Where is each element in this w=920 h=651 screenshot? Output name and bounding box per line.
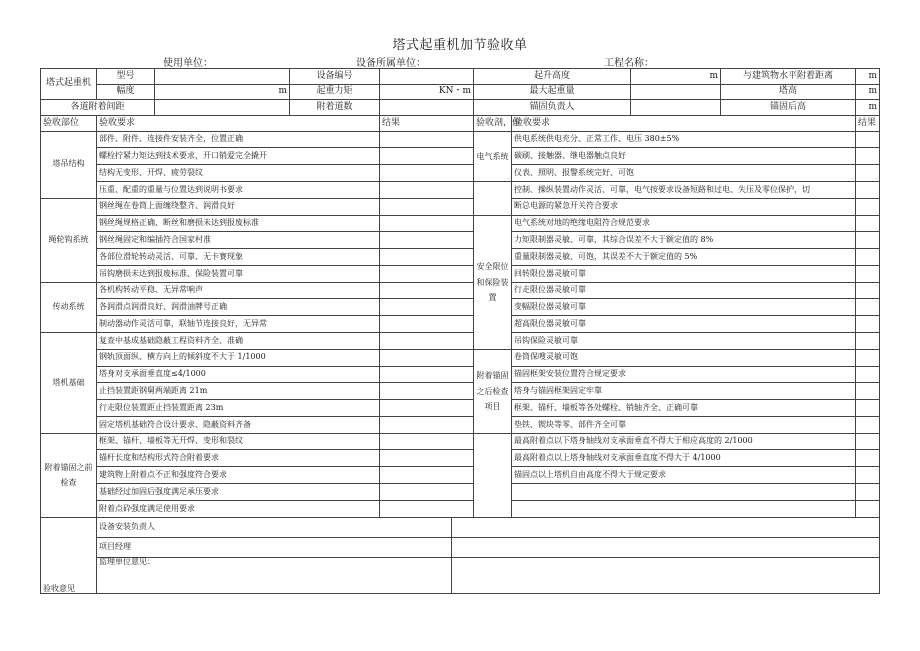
section-after-anchor: 附着锚固之后检查项目 — [474, 349, 512, 433]
result-cell[interactable] — [380, 450, 474, 467]
result-cell[interactable] — [856, 198, 880, 215]
header-result2: 结果 — [856, 115, 880, 131]
attach-dist-label: 与建筑物水平附着距离 — [721, 69, 856, 85]
meta-user-unit-label: 使用单位： — [163, 58, 213, 69]
result-cell[interactable] — [380, 215, 474, 232]
list-item: 供电系统供电充分、正常工作、电压 380±5% — [512, 131, 856, 148]
installer-field[interactable] — [452, 517, 880, 537]
result-cell[interactable] — [380, 181, 474, 198]
tower-height-label: 塔高 — [721, 84, 856, 100]
result-cell[interactable] — [380, 484, 474, 501]
list-item: 制动器动作灵活可靠，联轴节连接良好，无异常 — [97, 316, 380, 333]
result-cell[interactable] — [856, 299, 880, 316]
result-cell[interactable] — [856, 131, 880, 148]
list-item: 钢轨顶面纵、横方向上的倾斜度不大于 1/1000 — [97, 349, 380, 366]
result-cell[interactable] — [856, 232, 880, 249]
section-rope-pulley-hook: 绳轮钩系统 — [41, 198, 97, 282]
header-result: 结果 — [380, 115, 474, 131]
moment-label: 起重力矩 — [290, 84, 380, 100]
model-value[interactable] — [155, 69, 290, 85]
manager-field[interactable] — [452, 537, 880, 557]
result-cell[interactable] — [380, 400, 474, 417]
header-req2: 验收要求 — [512, 115, 856, 131]
result-cell[interactable] — [856, 500, 880, 517]
lift-height-label: 起升高度 — [474, 69, 631, 85]
result-cell[interactable] — [380, 282, 474, 299]
range-label: 幅度 — [97, 84, 155, 100]
result-cell[interactable] — [380, 148, 474, 165]
list-item: 各机构转动平稳、无异常响声 — [97, 282, 380, 299]
meta-project-label: 工程名称： — [604, 58, 654, 69]
result-cell[interactable] — [380, 500, 474, 517]
result-cell[interactable] — [380, 232, 474, 249]
result-cell[interactable] — [856, 148, 880, 165]
meta-user-unit — [163, 54, 343, 69]
list-item: 吊钩磨损未达到报废标准、保险装置可靠 — [97, 265, 380, 282]
result-cell[interactable] — [380, 165, 474, 182]
list-item: 电气系统对地的绝缘电阻符合规范要求 — [512, 215, 856, 232]
list-item: 断总电源的紧急开关符合要求 — [512, 198, 856, 215]
list-item: 各润滑点润滑良好、润滑油牌号正确 — [97, 299, 380, 316]
result-cell[interactable] — [380, 333, 474, 350]
section-transmission: 传动系统 — [41, 282, 97, 332]
list-item: 卷筒保嗖灵敏可饱 — [512, 349, 856, 366]
supervisor-field[interactable] — [452, 557, 880, 593]
section-electrical-cont — [474, 181, 512, 215]
attach-spacing-label: 各道附着间距 — [41, 100, 155, 116]
section-foundation: 塔机基础 — [41, 333, 97, 434]
result-cell[interactable] — [380, 265, 474, 282]
opinion-label: 验收意见 — [41, 517, 97, 593]
list-item: 回转限位器灵敏可靠 — [512, 265, 856, 282]
list-item: 钢丝绳规格正确、断丝和磨损未达到报废标准 — [97, 215, 380, 232]
anchor-person-label: 锚固负责人 — [474, 100, 631, 116]
list-item: 框架、锚杆、墙板等各处螺栓、销轴齐全、正确可靠 — [512, 400, 856, 417]
result-cell[interactable] — [380, 249, 474, 266]
result-cell[interactable] — [380, 467, 474, 484]
header-part2: 验收剖，位 — [474, 115, 512, 131]
list-item: 锚杆长度和结构形式符合附着要求 — [97, 450, 380, 467]
result-cell[interactable] — [856, 484, 880, 501]
installer-label: 设备安装负责人 — [97, 517, 452, 537]
result-cell[interactable] — [856, 282, 880, 299]
document-title: 塔式起重机加节验收单 — [392, 38, 528, 53]
range-unit: m — [155, 84, 290, 100]
attach-count-value[interactable] — [380, 100, 474, 116]
anchor-height-label: 锚固后高 — [721, 100, 856, 116]
list-item: 螺栓拧紧力矩达到技术要求，开口销爱完全撬开 — [97, 148, 380, 165]
equip-no-value[interactable] — [380, 69, 474, 85]
attach-spacing-value[interactable] — [155, 100, 290, 116]
list-item: 部件、附件、连接件安装齐全，位置正确 — [97, 131, 380, 148]
result-cell[interactable] — [856, 265, 880, 282]
section-safety-limits: 安全限位和保险装置 — [474, 215, 512, 349]
attach-dist-unit: m — [856, 69, 880, 85]
result-cell[interactable] — [380, 299, 474, 316]
result-cell[interactable] — [380, 198, 474, 215]
list-item: 力矩限制器灵敏、可靠，其综合误差不大于额定值的 8% — [512, 232, 856, 249]
tower-height-unit: m — [856, 84, 880, 100]
list-item: 附着点砕强度满足使用要求 — [97, 500, 380, 517]
list-item: 压重、配重的重量与位置达到说明书要求 — [97, 181, 380, 198]
result-cell[interactable] — [380, 131, 474, 148]
result-cell[interactable] — [380, 433, 474, 450]
blank-item — [512, 500, 856, 517]
list-item: 锚固框架安装位置符合规定要求 — [512, 366, 856, 383]
result-cell[interactable] — [856, 450, 880, 467]
header-req: 验收要求 — [97, 115, 380, 131]
result-cell[interactable] — [380, 383, 474, 400]
list-item: 行走限位装置距止挡装置距离 23m — [97, 400, 380, 417]
attach-count-label: 附着道数 — [290, 100, 380, 116]
list-item: 钢丝绳在卷筒上面缠绕整齐、润滑良好 — [97, 198, 380, 215]
result-cell[interactable] — [856, 333, 880, 350]
blank-item — [512, 484, 856, 501]
result-cell[interactable] — [856, 416, 880, 433]
result-cell[interactable] — [856, 316, 880, 333]
list-item: 垫铁、锲块等零、部件齐全可靠 — [512, 416, 856, 433]
header-part: 验收部位 — [41, 115, 97, 131]
list-item: 各部位滑轮转动灵活、可靠、无卡赛现象 — [97, 249, 380, 266]
result-cell[interactable] — [856, 181, 880, 198]
meta-project — [604, 54, 774, 69]
list-item: 锚固点以上塔机自由高度不得大于规定要求 — [512, 467, 856, 484]
list-item: 仪表、照明、报警系统完好、可饱 — [512, 165, 856, 182]
max-load-label: 最大起重量 — [474, 84, 631, 100]
lift-height-unit: m — [631, 69, 721, 85]
list-item: 结构无变形、开焊、疲劳裂纹 — [97, 165, 380, 182]
supervisor-label: 监理单位意见： — [97, 557, 452, 593]
meta-equip-unit-label: 设备所属单位： — [356, 58, 426, 69]
list-item: 塔身对支承面垂直度≤4/1000 — [97, 366, 380, 383]
manager-label: 项目经理 — [97, 537, 452, 557]
section-electrical: 电气系统 — [474, 131, 512, 181]
result-cell[interactable] — [856, 215, 880, 232]
list-item: 框架、锚杆、墙板等无开焊、变形和裂纹 — [97, 433, 380, 450]
list-item: 建筑物上附着点不正和强度符合要求 — [97, 467, 380, 484]
result-cell[interactable] — [856, 400, 880, 417]
list-item: 塔身与锚固框架固定牢靠 — [512, 383, 856, 400]
list-item: 最高附着点以上塔身轴线对支承面垂直度不得大于 4/1000 — [512, 450, 856, 467]
result-cell[interactable] — [856, 366, 880, 383]
section-tower-structure: 塔吊结构 — [41, 131, 97, 198]
anchor-height-unit: m — [856, 100, 880, 116]
meta-equip-unit — [356, 54, 591, 69]
list-item: 基础经过加固后强度满足承压要求 — [97, 484, 380, 501]
crane-label: 塔式起重机 — [41, 69, 97, 100]
moment-unit: KN・m — [380, 84, 474, 100]
list-item: 超高限位器灵敏可靠 — [512, 316, 856, 333]
list-item: 止挡装置距钢舅两端距离 21m — [97, 383, 380, 400]
list-item: 复查中基成基础隐蔽工程资料齐全、准确 — [97, 333, 380, 350]
model-label: 型号 — [97, 69, 155, 85]
list-item: 碳刷、接触器、继电器触点良好 — [512, 148, 856, 165]
list-item: 控制、操纵装置动作灵活、可靠，电气按要求设备短路和过电、失压及零位保护，切 — [512, 181, 856, 198]
list-item: 重量限制器灵敏、可饱，其误差不大于额定值的 5% — [512, 249, 856, 266]
list-item: 变幅限位器灵敏可靠 — [512, 299, 856, 316]
result-cell[interactable] — [380, 366, 474, 383]
list-item: 固定塔机基础符合设计要求、隐蔽资料齐备 — [97, 416, 380, 433]
result-cell[interactable] — [380, 349, 474, 366]
blank-part-cell — [474, 433, 512, 517]
acceptance-table — [40, 68, 880, 594]
list-item: 吊钩保险灵敏可靠 — [512, 333, 856, 350]
result-cell[interactable] — [380, 316, 474, 333]
equip-no-label: 设备编号 — [290, 69, 380, 85]
result-cell[interactable] — [856, 383, 880, 400]
result-cell[interactable] — [856, 165, 880, 182]
list-item: 钢丝绳固定和编插符合国家村准 — [97, 232, 380, 249]
list-item: 行走限位器灵敏可靠 — [512, 282, 856, 299]
result-cell[interactable] — [856, 249, 880, 266]
result-cell[interactable] — [856, 467, 880, 484]
result-cell[interactable] — [380, 416, 474, 433]
anchor-person-value[interactable] — [631, 100, 721, 116]
list-item: 最高附着点以下塔身轴线对支承面垂直不得大于相应高度的 2/1000 — [512, 433, 856, 450]
result-cell[interactable] — [856, 433, 880, 450]
result-cell[interactable] — [856, 349, 880, 366]
max-load-value[interactable] — [631, 84, 721, 100]
section-before-anchor: 附着锚固之前检查 — [41, 433, 97, 517]
